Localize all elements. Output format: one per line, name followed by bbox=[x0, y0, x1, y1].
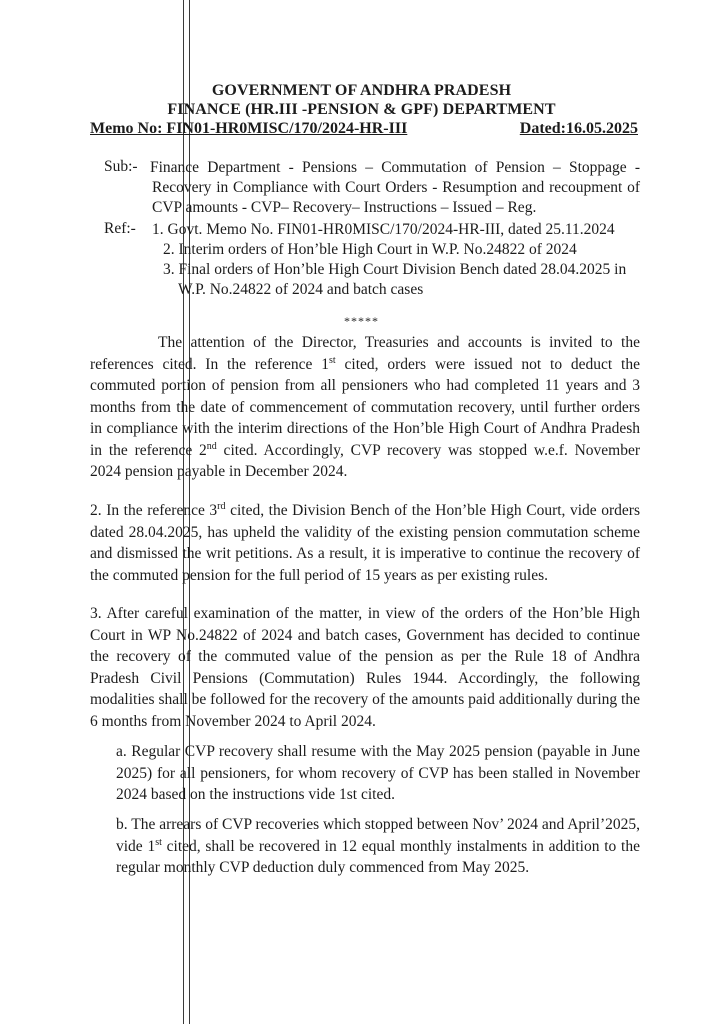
superscript: st bbox=[155, 836, 162, 848]
reference-item-3: 3. Final orders of Hon’ble High Court Division Bench dated 28.04.2025 in bbox=[163, 261, 627, 278]
subject-text: Finance Department - Pensions – Commutation of Pension – Stoppage - Recovery in Compliance with Court Orders - Resumption and recoupment of CVP amounts - CVP– Recovery– Instructions – Issued – Reg. bbox=[150, 159, 640, 216]
paragraph-3a: a. Regular CVP recovery shall resume with the May 2025 pension (payable in June 2025) for all pensioners, for whom recovery of CVP has been stalled in November 2024 based on the instructions vide 1st cited. bbox=[116, 743, 640, 803]
paragraph-3b-text: b. The arrears of CVP recoveries which stopped between Nov’ 2024 and April’2025, vide 1 bbox=[116, 816, 640, 855]
superscript: st bbox=[329, 354, 336, 366]
reference-item-3-continued: W.P. No.24822 of 2024 and batch cases bbox=[178, 281, 424, 298]
paragraph-1-text: The attention of the Director, Treasuries and accounts is invited to the references cited. In the reference 1 bbox=[90, 334, 640, 373]
subject-label: Sub:- bbox=[104, 158, 138, 175]
paragraph-1-text: cited. Accordingly, CVP recovery was stopped w.e.f. November 2024 pension payable in December 2024. bbox=[90, 441, 640, 480]
department-title: FINANCE (HR.III -PENSION & GPF) DEPARTMENT bbox=[167, 101, 556, 118]
paragraph-1-text: cited, orders were issued not to deduct the commuted portion of pension from all pensioners who had completed 11 years and 3 months from the date of commencement of commutation recovery, until further orders in compliance with the interim directions of the Hon’ble High Court of Andhra Pradesh in the reference 2 bbox=[90, 355, 640, 459]
paragraph-1 bbox=[90, 332, 640, 483]
reference-label: Ref:- bbox=[104, 220, 136, 237]
paragraph-2-text: 2. In the reference 3 bbox=[90, 502, 218, 519]
paragraph-2 bbox=[90, 500, 640, 586]
memo-number: Memo No: FIN01-HR0MISC/170/2024-HR-III bbox=[90, 120, 408, 137]
superscript: nd bbox=[206, 440, 217, 452]
reference-item-1: 1. Govt. Memo No. FIN01-HR0MISC/170/2024-HR-III, dated 25.11.2024 bbox=[152, 221, 615, 238]
paragraph-3: 3. After careful examination of the matter, in view of the orders of the Hon’ble High Court in WP No.24822 of 2024 and batch cases, Government has decided to continue the recovery of the commuted value of the pension as per the Rule 18 of Andhra Pradesh Civil Pensions (Commutation) Rules 1944. Accordingly, the following modalities shall be followed for the recovery of the amounts paid additionally during the 6 months from November 2024 to April 2024. bbox=[90, 605, 640, 730]
superscript: rd bbox=[217, 500, 226, 512]
paragraph-2-text: cited, the Division Bench of the Hon’ble High Court, vide orders dated 28.04.2025, has upheld the validity of the existing pension commutation scheme and dismissed the writ petitions. As a result, it is imperative to continue the recovery of the commuted pension for the full period of 15 years as per existing rules. bbox=[90, 502, 640, 584]
government-title: GOVERNMENT OF ANDHRA PRADESH bbox=[211, 82, 512, 99]
section-separator: ***** bbox=[344, 314, 379, 328]
paragraph-3b bbox=[116, 814, 640, 879]
paragraph-3b-text: cited, shall be recovered in 12 equal monthly instalments in addition to the regular monthly CVP deduction duly commenced from May 2025. bbox=[116, 837, 640, 876]
memo-date: Dated:16.05.2025 bbox=[519, 120, 638, 137]
reference-item-2: 2. Interim orders of Hon’ble High Court in W.P. No.24822 of 2024 bbox=[163, 241, 577, 258]
